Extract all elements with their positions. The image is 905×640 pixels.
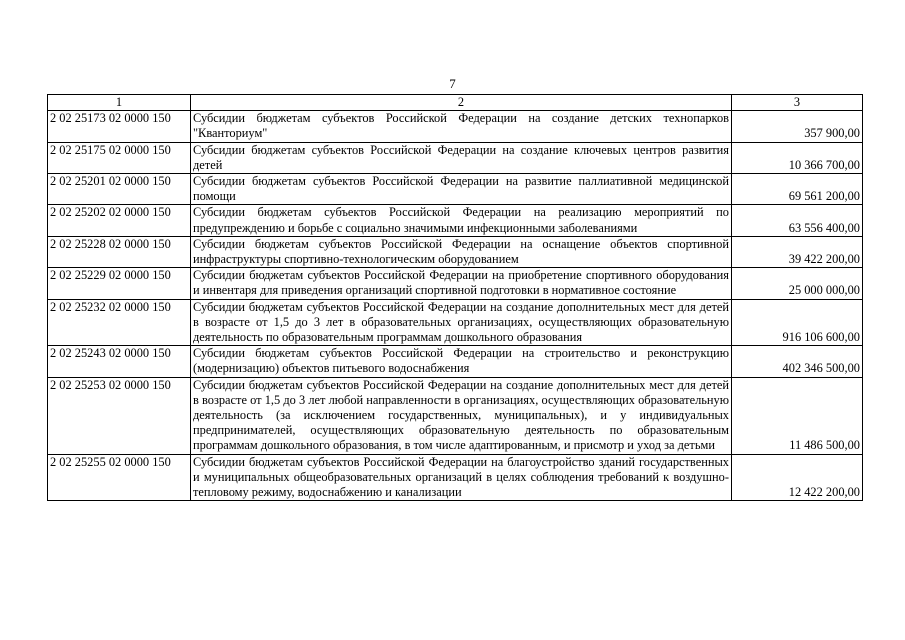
page-number: 7: [449, 76, 456, 91]
table-row: [48, 454, 863, 501]
budget-code: 2 02 25173 02 0000 150: [48, 111, 191, 142]
table-row: [48, 299, 863, 346]
table-row: [48, 205, 863, 236]
amount: 39 422 200,00: [732, 236, 863, 267]
budget-code: 2 02 25175 02 0000 150: [48, 142, 191, 173]
budget-code: 2 02 25201 02 0000 150: [48, 174, 191, 205]
table-row: [48, 111, 863, 142]
table-row: [48, 236, 863, 267]
amount: 69 561 200,00: [732, 174, 863, 205]
revenue-description: Субсидии бюджетам субъектов Российской Федерации на оснащение объектов спортивной инфраструктуры спортивно-технологическим оборудованием: [191, 236, 732, 267]
amount: 357 900,00: [732, 111, 863, 142]
revenue-description: Субсидии бюджетам субъектов Российской Федерации на создание дополнительных мест для детей в возрасте от 1,5 до 3 лет в образовательных организациях, осуществляющих образовательную деятельность по образовательным программам дошкольного образования: [191, 299, 732, 346]
table-row: [48, 174, 863, 205]
revenue-description: Субсидии бюджетам субъектов Российской Федерации на развитие паллиативной медицинской помощи: [191, 174, 732, 205]
budget-code: 2 02 25228 02 0000 150: [48, 236, 191, 267]
column-header-amount: 3: [732, 95, 863, 111]
table-header-row: [48, 95, 863, 111]
budget-code: 2 02 25253 02 0000 150: [48, 377, 191, 454]
revenue-description: Субсидии бюджетам субъектов Российской Федерации на благоустройство зданий государственных и муниципальных общеобразовательных организаций в целях соблюдения требований к воздушно-тепловому режиму, водоснабжению и канализации: [191, 454, 732, 501]
table-row: [48, 142, 863, 173]
revenue-description: Субсидии бюджетам субъектов Российской Федерации на строительство и реконструкцию (модернизацию) объектов питьевого водоснабжения: [191, 346, 732, 377]
budget-revenue-table: [47, 94, 863, 501]
amount: 11 486 500,00: [732, 377, 863, 454]
amount: 25 000 000,00: [732, 268, 863, 299]
revenue-description: Субсидии бюджетам субъектов Российской Федерации на приобретение спортивного оборудования и инвентаря для приведения организаций спортивной подготовки в нормативное состояние: [191, 268, 732, 299]
column-header-description: 2: [191, 95, 732, 111]
revenue-description: Субсидии бюджетам субъектов Российской Федерации на реализацию мероприятий по предупреждению и борьбе с социально значимыми инфекционными заболеваниями: [191, 205, 732, 236]
amount: 12 422 200,00: [732, 454, 863, 501]
table-row: [48, 268, 863, 299]
amount: 10 366 700,00: [732, 142, 863, 173]
budget-code: 2 02 25243 02 0000 150: [48, 346, 191, 377]
revenue-description: Субсидии бюджетам субъектов Российской Федерации на создание детских технопарков "Кванториум": [191, 111, 732, 142]
budget-code: 2 02 25229 02 0000 150: [48, 268, 191, 299]
amount: 402 346 500,00: [732, 346, 863, 377]
amount: 916 106 600,00: [732, 299, 863, 346]
budget-code: 2 02 25202 02 0000 150: [48, 205, 191, 236]
table-row: [48, 377, 863, 454]
amount: 63 556 400,00: [732, 205, 863, 236]
column-header-code: 1: [48, 95, 191, 111]
revenue-description: Субсидии бюджетам субъектов Российской Федерации на создание дополнительных мест для детей в возрасте от 1,5 до 3 лет любой направленности в организациях, осуществляющих образовательную деятельность (за исключением государственных, муниципальных), и у индивидуальных предпринимателей, осуществляющих образовательную деятельность по образовательным программам дошкольного образования, в том числе адаптированным, и присмотр и уход за детьми: [191, 377, 732, 454]
revenue-description: Субсидии бюджетам субъектов Российской Федерации на создание ключевых центров развития детей: [191, 142, 732, 173]
budget-code: 2 02 25255 02 0000 150: [48, 454, 191, 501]
table-row: [48, 346, 863, 377]
budget-code: 2 02 25232 02 0000 150: [48, 299, 191, 346]
